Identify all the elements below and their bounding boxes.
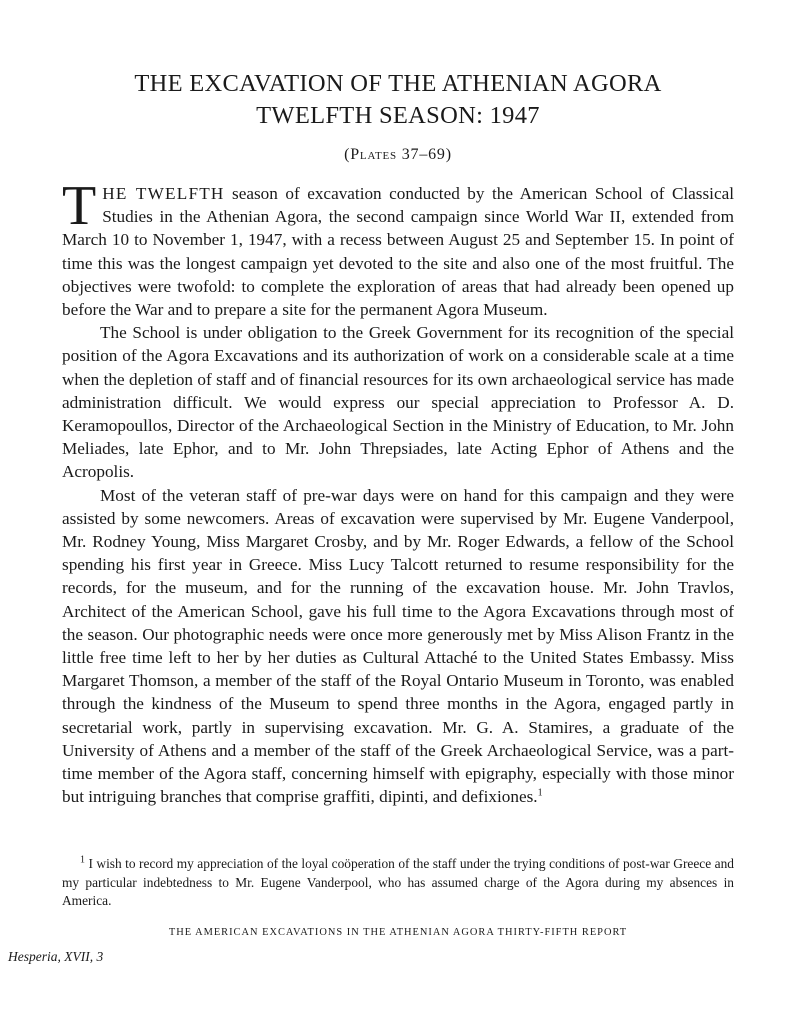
paragraph-1 (62, 175, 734, 321)
footnote-text: I wish to record my appreciation of the loyal coöperation of the staff under the trying conditions of post-war Greece and my particular indebtedness to Mr. Eugene Vanderpool, who has assumed charge of the Agora during my absences in America. (62, 856, 734, 908)
footnote-marker: 1 (80, 854, 85, 866)
report-line: THE AMERICAN EXCAVATIONS IN THE ATHENIAN AGORA THIRTY-FIFTH REPORT (168, 927, 628, 938)
paragraph-2: The School is under obligation to the Greek Government for its recognition of the special position of the Agora Excavations and its authorization of work on a considerable scale at a time when the depletion of staff and of financial resources for its own archaeological service has made administration difficult. We would express our special appreciation to Professor A. D. Keramopoullos, Director of the Archaeological Section in the Ministry of Education, to Mr. John Meliades, late Ephor, and to Mr. John Threpsiades, late Acting Ephor of Athens and the Acropolis. (62, 323, 734, 482)
title-line-1: THE EXCAVATION OF THE ATHENIAN AGORA (134, 70, 662, 97)
title-line-2: TWELFTH SEASON: 1947 (256, 102, 540, 129)
lead-in: HE TWELFTH (102, 184, 225, 203)
paragraph-3 (62, 484, 734, 809)
paragraph-3-text: Most of the veteran staff of pre-war days were on hand for this campaign and they were assisted by some newcomers. Areas of excavation were supervised by Mr. Eugene Vanderpool, Mr. Rodney Young, Miss Margaret Crosby, and by Mr. Roger Edwards, a fellow of the School spending his first year in Greece. Miss Lucy Talcott returned to resume responsibility for the records, for the museum, and for the running of the excavation house. Mr. John Travlos, Architect of the American School, gave his full time to the Agora Excavations through most of the season. Our photographic needs were once more generously met by Miss Alison Frantz in the little free time left to her by her duties as Cultural Attaché to the United States Embassy. Miss Margaret Thomson, a member of the staff of the Royal Ontario Museum in Toronto, was enabled through the kindness of the Museum to spend three months in the Agora, engaged partly in secretarial work, partly in supervising excavation. Mr. G. A. Stamires, a graduate of the University of Athens and a member of the staff of the Greek Archaeological Service, was a part-time member of the Agora staff, concerning himself with epigraphy, especially with those minor but intriguing branches that comprise graffiti, dipinti, and defixiones. (62, 485, 734, 807)
journal-reference: Hesperia, XVII, 3 (8, 949, 104, 964)
footnote (62, 855, 734, 911)
drop-cap: T (62, 175, 97, 237)
article-body (62, 175, 734, 808)
footnote-reference: 1 (537, 787, 543, 799)
plates-reference: (Plates 37–69) (344, 146, 452, 163)
paragraph-1-text: season of excavation conducted by the American School of Classical Studies in the Athenian Agora, the second campaign since World War II, extended from March 10 to November 1, 1947, with a recess between August 25 and September 15. In point of time this was the longest campaign yet devoted to the site and also one of the most fruitful. The objectives were twofold: to complete the exploration of areas that had already been opened up before the War and to prepare a site for the permanent Agora Museum. (62, 184, 734, 320)
